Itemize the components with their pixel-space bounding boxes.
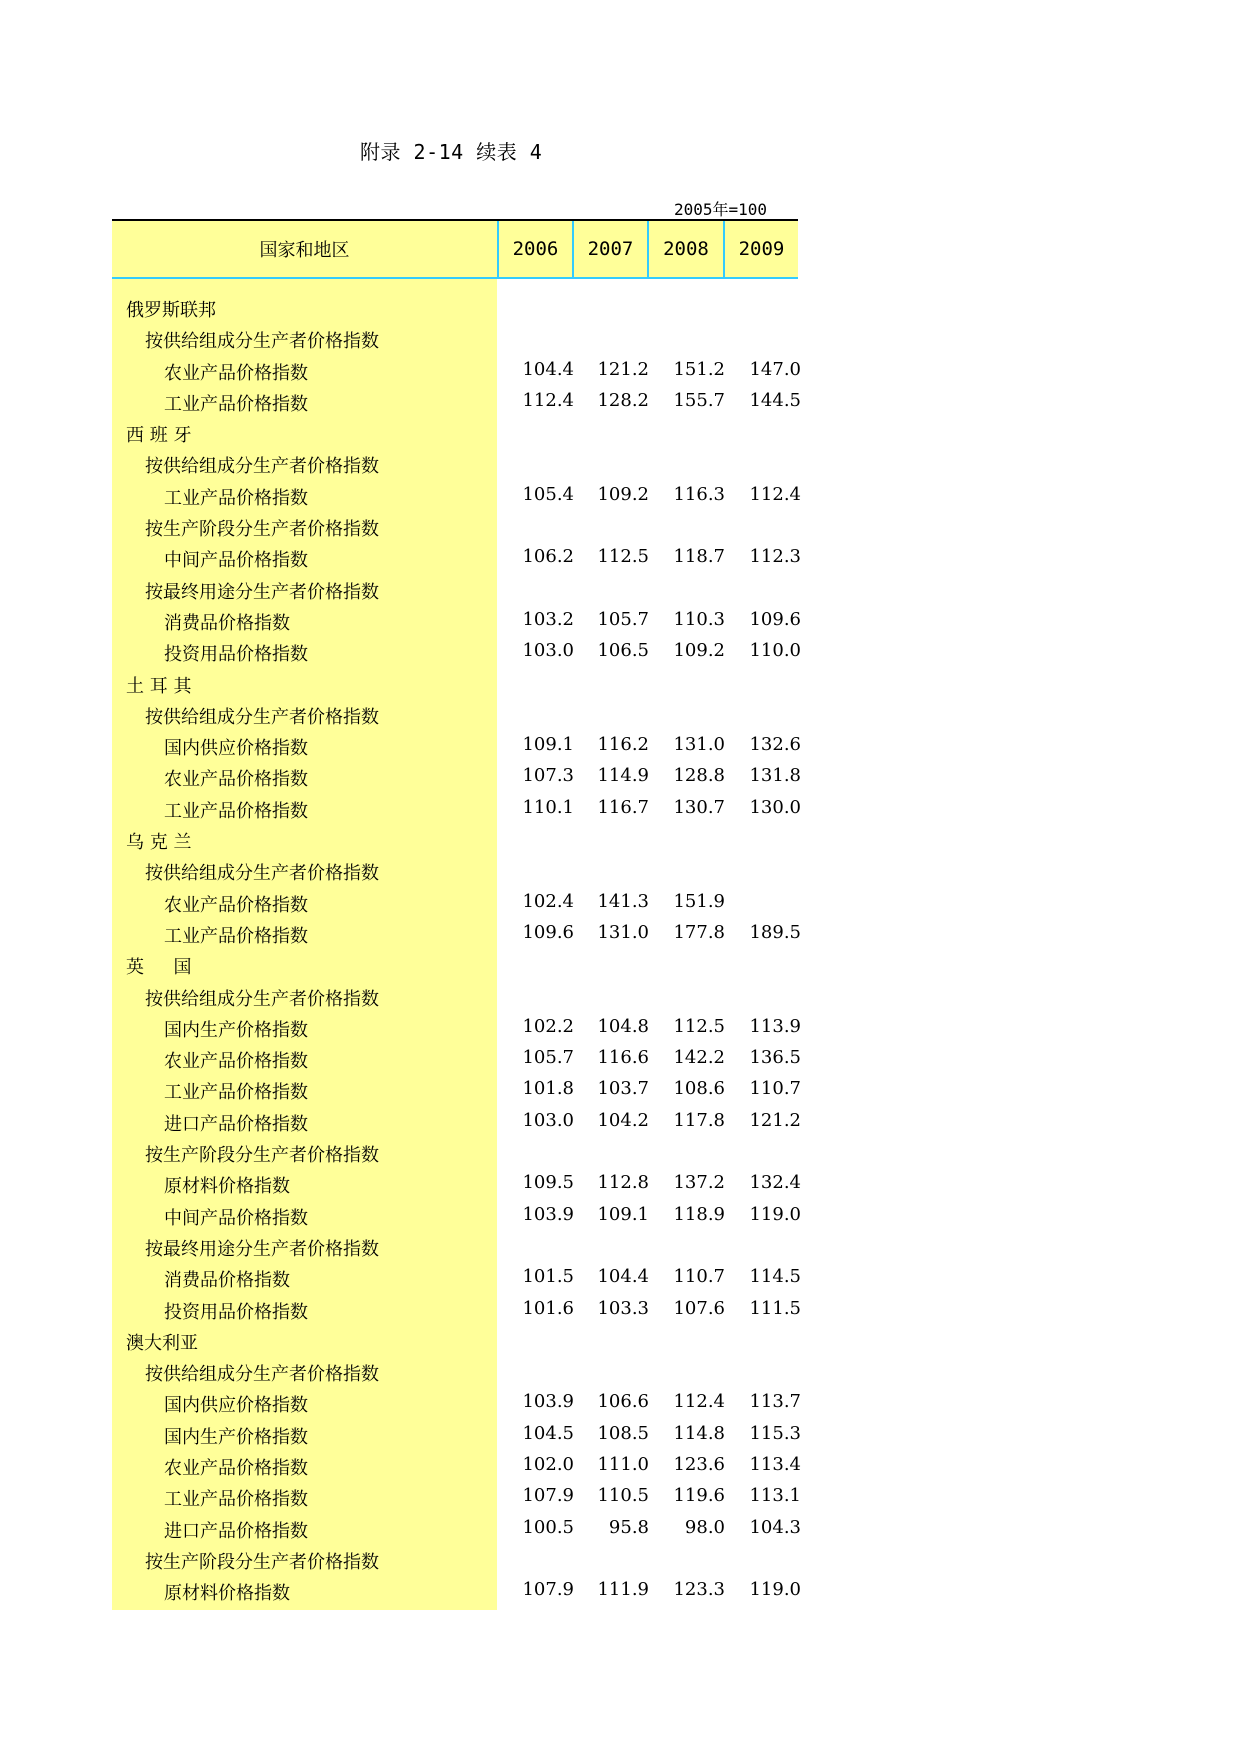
value-cell-2008: 109.2	[673, 640, 725, 662]
value-cell-2008: 119.6	[673, 1485, 725, 1507]
value-cell-2007: 112.5	[597, 546, 649, 568]
value-cell-2009: 130.0	[749, 796, 801, 818]
country-label: 土 耳 其	[126, 675, 192, 697]
table-row	[112, 794, 801, 825]
index-label: 投资用品价格指数	[164, 1301, 308, 1323]
table-row	[112, 1482, 801, 1513]
value-cell-2008: 123.3	[673, 1579, 725, 1601]
value-cell-2006: 104.4	[522, 358, 574, 380]
table-row	[112, 1075, 801, 1106]
country-label: 俄罗斯联邦	[126, 300, 216, 321]
table-rows	[112, 293, 801, 1607]
value-cell-2008: 98.0	[684, 1516, 725, 1538]
value-cell-2009: 132.6	[749, 734, 801, 756]
data-table	[112, 219, 801, 1605]
header-year-2006: 2006	[497, 221, 572, 277]
index-label: 原材料价格指数	[164, 1583, 290, 1605]
category-label: 按生产阶段分生产者价格指数	[145, 1551, 379, 1573]
value-cell-2009: 110.7	[749, 1078, 801, 1100]
index-label: 国内供应价格指数	[164, 1395, 308, 1417]
value-cell-2009: 110.0	[749, 640, 801, 662]
index-label: 工业产品价格指数	[164, 800, 308, 822]
index-label: 进口产品价格指数	[164, 1113, 308, 1135]
value-cell-2006: 112.4	[522, 389, 574, 411]
value-cell-2007: 95.8	[608, 1516, 649, 1538]
table-row	[112, 950, 798, 981]
value-cell-2008: 110.3	[673, 608, 725, 630]
category-label: 按生产阶段分生产者价格指数	[145, 519, 379, 541]
value-cell-2009: 189.5	[749, 921, 801, 943]
value-cell-2007: 112.8	[597, 1172, 649, 1194]
index-label: 国内生产价格指数	[164, 1426, 308, 1448]
value-cell-2009: 113.7	[749, 1391, 801, 1413]
value-cell-2007: 103.3	[597, 1297, 649, 1319]
table-row	[112, 1044, 801, 1075]
table-row	[112, 762, 801, 793]
value-cell-2008: 107.6	[673, 1297, 725, 1319]
value-cell-2008: 128.8	[673, 765, 725, 787]
value-cell-2007: 106.6	[597, 1391, 649, 1413]
country-label: 英 国	[126, 957, 192, 979]
index-label: 工业产品价格指数	[164, 1082, 308, 1104]
value-cell-2007: 116.7	[597, 796, 649, 818]
index-label: 工业产品价格指数	[164, 393, 308, 415]
value-cell-2007: 141.3	[597, 890, 649, 912]
category-label: 按供给组成分生产者价格指数	[145, 1364, 379, 1386]
value-cell-2008: 137.2	[673, 1172, 725, 1194]
index-label: 农业产品价格指数	[164, 1457, 308, 1479]
value-cell-2006: 101.6	[522, 1297, 574, 1319]
table-row	[112, 449, 798, 480]
table-row	[112, 1357, 798, 1388]
index-label: 投资用品价格指数	[164, 644, 308, 666]
table-row	[112, 1013, 801, 1044]
value-cell-2009: 119.0	[749, 1579, 801, 1601]
table-header	[112, 219, 798, 279]
table-row	[112, 1420, 801, 1451]
value-cell-2009: 132.4	[749, 1172, 801, 1194]
index-label: 农业产品价格指数	[164, 362, 308, 384]
value-cell-2007: 104.4	[597, 1266, 649, 1288]
category-label: 按供给组成分生产者价格指数	[145, 456, 379, 478]
value-cell-2007: 104.2	[597, 1109, 649, 1131]
value-cell-2009: 115.3	[749, 1422, 801, 1444]
value-cell-2007: 131.0	[597, 921, 649, 943]
country-label: 西 班 牙	[126, 425, 192, 447]
value-cell-2008: 117.8	[673, 1109, 725, 1131]
value-cell-2006: 102.2	[522, 1015, 574, 1037]
value-cell-2007: 111.9	[597, 1579, 649, 1601]
table-row	[112, 825, 798, 856]
value-cell-2009: 114.5	[749, 1266, 801, 1288]
index-label: 进口产品价格指数	[164, 1520, 308, 1542]
index-label: 农业产品价格指数	[164, 894, 308, 916]
table-row	[112, 637, 801, 668]
value-cell-2006: 102.4	[522, 890, 574, 912]
table-row	[112, 387, 801, 418]
value-cell-2008: 112.5	[673, 1015, 725, 1037]
category-label: 按供给组成分生产者价格指数	[145, 706, 379, 728]
value-cell-2007: 104.8	[597, 1015, 649, 1037]
index-label: 农业产品价格指数	[164, 769, 308, 791]
index-label: 消费品价格指数	[164, 1270, 290, 1292]
value-cell-2007: 109.1	[597, 1203, 649, 1225]
value-cell-2008: 142.2	[673, 1047, 725, 1069]
index-label: 中间产品价格指数	[164, 550, 308, 572]
value-cell-2006: 105.7	[522, 1047, 574, 1069]
value-cell-2008: 151.9	[673, 890, 725, 912]
table-row	[112, 606, 801, 637]
value-cell-2008: 131.0	[673, 734, 725, 756]
value-cell-2007: 114.9	[597, 765, 649, 787]
value-cell-2009: 113.4	[749, 1453, 801, 1475]
unit-note: 2005年=100	[674, 200, 768, 219]
value-cell-2008: 155.7	[673, 389, 725, 411]
value-cell-2009: 113.1	[749, 1485, 801, 1507]
table-row	[112, 669, 798, 700]
table-row	[112, 1138, 798, 1169]
value-cell-2006: 107.9	[522, 1485, 574, 1507]
header-year-2008: 2008	[647, 221, 723, 277]
index-label: 工业产品价格指数	[164, 925, 308, 947]
value-cell-2008: 110.7	[673, 1266, 725, 1288]
category-label: 按供给组成分生产者价格指数	[145, 863, 379, 885]
index-label: 原材料价格指数	[164, 1176, 290, 1198]
value-cell-2006: 103.9	[522, 1391, 574, 1413]
value-cell-2009: 131.8	[749, 765, 801, 787]
table-row	[112, 888, 798, 919]
value-cell-2007: 110.5	[597, 1485, 649, 1507]
value-cell-2006: 109.1	[522, 734, 574, 756]
table-row	[112, 356, 801, 387]
value-cell-2008: 118.7	[673, 546, 725, 568]
value-cell-2006: 109.5	[522, 1172, 574, 1194]
table-row	[112, 982, 798, 1013]
value-cell-2007: 116.6	[597, 1047, 649, 1069]
value-cell-2006: 106.2	[522, 546, 574, 568]
value-cell-2009: 104.3	[749, 1516, 801, 1538]
table-row	[112, 856, 798, 887]
value-cell-2006: 103.0	[522, 1109, 574, 1131]
table-row	[112, 1107, 801, 1138]
table-row	[112, 1295, 801, 1326]
table-row	[112, 512, 798, 543]
value-cell-2009: 112.3	[749, 546, 801, 568]
value-cell-2009: 121.2	[749, 1109, 801, 1131]
table-row	[112, 1169, 801, 1200]
value-cell-2006: 109.6	[522, 921, 574, 943]
category-label: 按最终用途分生产者价格指数	[145, 1238, 379, 1260]
index-label: 工业产品价格指数	[164, 1489, 308, 1511]
table-row	[112, 1326, 798, 1357]
value-cell-2009: 144.5	[749, 389, 801, 411]
value-cell-2008: 108.6	[673, 1078, 725, 1100]
value-cell-2008: 112.4	[673, 1391, 725, 1413]
value-cell-2008: 130.7	[673, 796, 725, 818]
table-row	[112, 1576, 801, 1607]
value-cell-2006: 107.9	[522, 1579, 574, 1601]
value-cell-2006: 100.5	[522, 1516, 574, 1538]
value-cell-2007: 106.5	[597, 640, 649, 662]
country-label: 澳大利亚	[126, 1332, 198, 1354]
country-label: 乌 克 兰	[126, 832, 192, 854]
value-cell-2008: 116.3	[673, 483, 725, 505]
value-cell-2008: 151.2	[673, 358, 725, 380]
table-row	[112, 575, 798, 606]
value-cell-2006: 103.9	[522, 1203, 574, 1225]
value-cell-2007: 111.0	[597, 1453, 649, 1475]
index-label: 工业产品价格指数	[164, 487, 308, 509]
category-label: 按生产阶段分生产者价格指数	[145, 1145, 379, 1167]
table-row	[112, 1514, 801, 1545]
table-row	[112, 1263, 801, 1294]
table-row	[112, 1201, 801, 1232]
index-label: 中间产品价格指数	[164, 1207, 308, 1229]
value-cell-2006: 101.5	[522, 1266, 574, 1288]
table-row	[112, 700, 798, 731]
value-cell-2007: 103.7	[597, 1078, 649, 1100]
table-row	[112, 1545, 798, 1576]
value-cell-2007: 108.5	[597, 1422, 649, 1444]
value-cell-2007: 128.2	[597, 389, 649, 411]
value-cell-2006: 101.8	[522, 1078, 574, 1100]
category-label: 按供给组成分生产者价格指数	[145, 988, 379, 1010]
value-cell-2006: 105.4	[522, 483, 574, 505]
table-row	[112, 919, 801, 950]
table-row	[112, 481, 801, 512]
value-cell-2008: 123.6	[673, 1453, 725, 1475]
table-row	[112, 1232, 798, 1263]
table-row	[112, 418, 798, 449]
value-cell-2006: 103.0	[522, 640, 574, 662]
value-cell-2006: 102.0	[522, 1453, 574, 1475]
table-row	[112, 1451, 801, 1482]
value-cell-2006: 104.5	[522, 1422, 574, 1444]
value-cell-2008: 177.8	[673, 921, 725, 943]
header-year-2009: 2009	[723, 221, 798, 277]
value-cell-2007: 121.2	[597, 358, 649, 380]
index-label: 消费品价格指数	[164, 612, 290, 634]
value-cell-2008: 118.9	[673, 1203, 725, 1225]
table-row	[112, 731, 801, 762]
table-row	[112, 543, 801, 574]
category-label: 按最终用途分生产者价格指数	[145, 581, 379, 603]
header-country-region: 国家和地区	[112, 221, 497, 277]
category-label: 按供给组成分生产者价格指数	[145, 331, 379, 353]
value-cell-2009: 112.4	[749, 483, 801, 505]
value-cell-2006: 110.1	[522, 796, 574, 818]
index-label: 国内供应价格指数	[164, 738, 308, 760]
value-cell-2009: 113.9	[749, 1015, 801, 1037]
value-cell-2006: 103.2	[522, 608, 574, 630]
value-cell-2007: 105.7	[597, 608, 649, 630]
value-cell-2009: 111.5	[749, 1297, 801, 1319]
value-cell-2008: 114.8	[673, 1422, 725, 1444]
table-row	[112, 324, 798, 355]
value-cell-2009: 119.0	[749, 1203, 801, 1225]
page-title: 附录 2-14 续表 4	[360, 140, 543, 164]
value-cell-2007: 109.2	[597, 483, 649, 505]
index-label: 国内生产价格指数	[164, 1019, 308, 1041]
index-label: 农业产品价格指数	[164, 1051, 308, 1073]
header-year-2007: 2007	[572, 221, 647, 277]
value-cell-2006: 107.3	[522, 765, 574, 787]
value-cell-2009: 109.6	[749, 608, 801, 630]
table-row	[112, 1388, 801, 1419]
value-cell-2007: 116.2	[597, 734, 649, 756]
value-cell-2009: 136.5	[749, 1047, 801, 1069]
table-row	[112, 293, 798, 324]
value-cell-2009: 147.0	[749, 358, 801, 380]
